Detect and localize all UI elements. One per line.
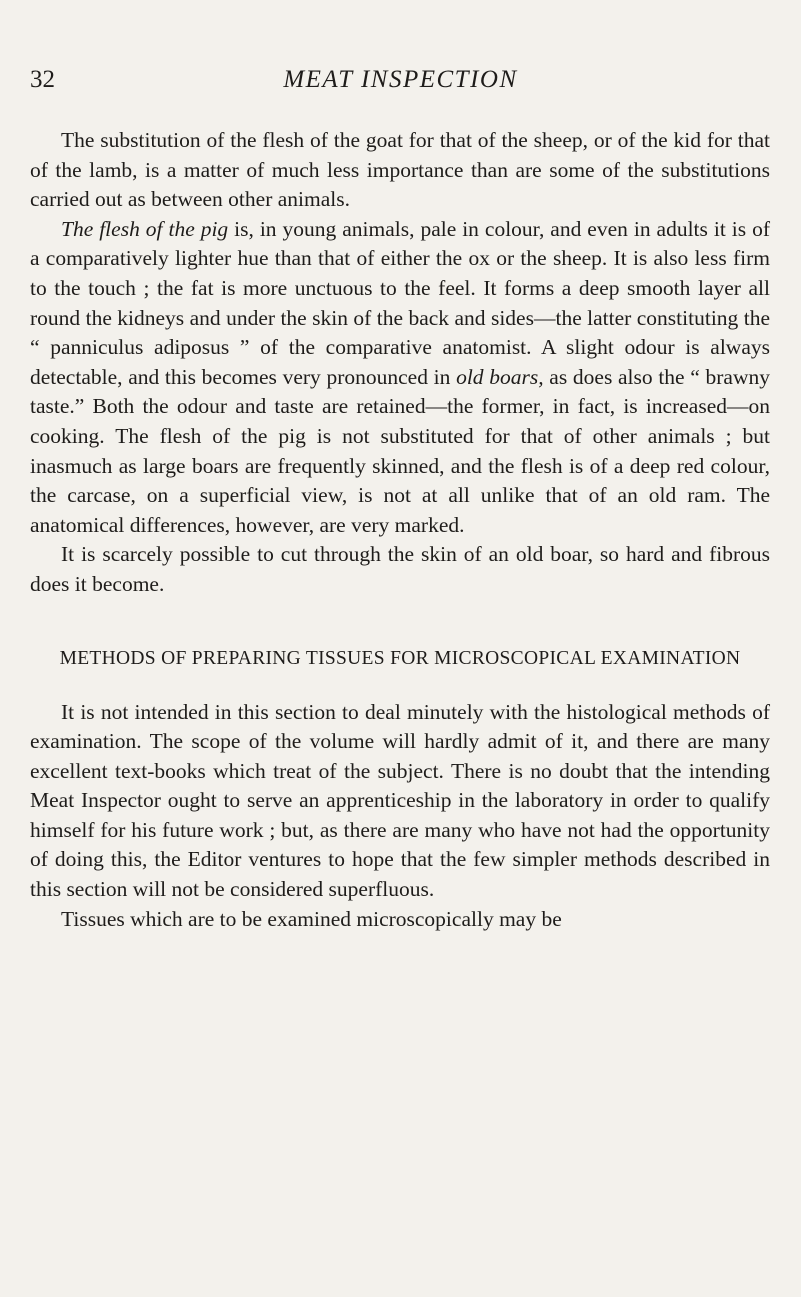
- paragraph-text: is, in young animals, pale in colour, and even in adults it is of a comparatively lighter hue than that of either the ox or the sheep. It is also less firm to the touch ; the fat is more unctuous to the feel. It forms a deep smooth layer all round the kidneys and under the skin of the back and sides—the latter constituting the “ panniculus adiposus ” of the comparative anatomist. A slight odour is always detectable, and this becomes very pronounced in: [30, 216, 770, 389]
- paragraph-text: as does also the “ brawny taste.” Both the odour and taste are retained—the former, in fact, is increased—on cooking. The flesh of the pig is not substituted for that of other animals ; but inasmuch as large boars are frequently skinned, and the flesh is of a deep red colour, the carcase, on a superficial view, is not at all unlike that of an old ram. The anatomical differences, however, are very marked.: [30, 364, 770, 537]
- body-text: [30, 126, 770, 934]
- italic-emphasis: old boars,: [456, 364, 544, 389]
- paragraph: Tissues which are to be examined microscopically may be: [61, 906, 562, 931]
- paragraph: It is scarcely possible to cut through the skin of an old boar, so hard and fibrous does it become.: [30, 542, 770, 596]
- paragraph: [30, 215, 770, 541]
- page-number: 32: [30, 66, 55, 93]
- running-head: MEAT INSPECTION: [283, 66, 518, 93]
- paragraph: It is not intended in this section to deal minutely with the histological methods of examination. The scope of the volume will hardly admit of it, and there are many excellent text-books which treat of the subject. There is no doubt that the intending Meat Inspector ought to serve an apprenticeship in the laboratory in order to qualify himself for his future work ; but, as there are many who have not had the opportunity of doing this, the Editor ventures to hope that the few simpler methods described in this section will not be considered superfluous.: [30, 699, 770, 902]
- page-header: [0, 66, 801, 106]
- section-heading: METHODS OF PREPARING TISSUES FOR MICROSCOPICAL EXAMINATION: [59, 647, 741, 669]
- paragraph: The substitution of the flesh of the goat for that of the sheep, or of the kid for that of the lamb, is a matter of much less importance than are some of the substitutions carried out as between other animals.: [30, 128, 770, 212]
- italic-lead: The flesh of the pig: [61, 216, 229, 241]
